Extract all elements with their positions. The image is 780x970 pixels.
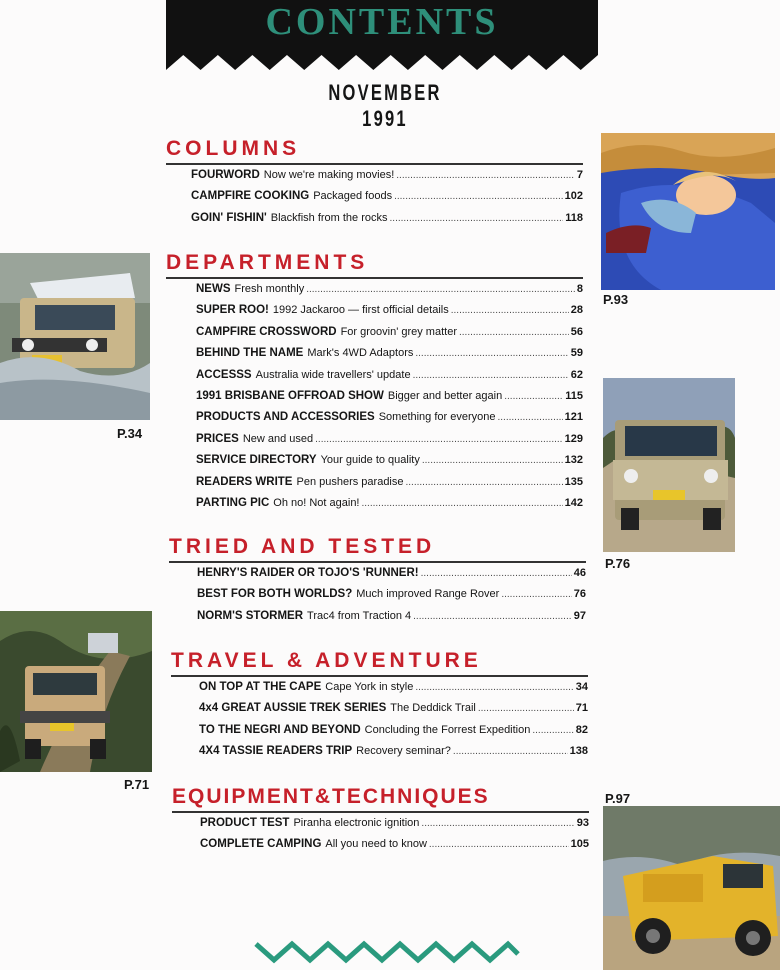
toc-entry-description: New and used (242, 432, 314, 445)
toc-entry-title: GOIN' FISHIN' (191, 211, 267, 224)
section-rule (171, 675, 588, 677)
toc-entry-description: Cape York in style (325, 681, 414, 693)
toc-entry[interactable] (191, 169, 583, 190)
toc-entry-description: Concluding the Forrest Expedition (364, 723, 531, 736)
toc-page-number: 82 (575, 723, 588, 736)
toc-page-number: 28 (570, 304, 583, 317)
toc-page-number: 132 (564, 454, 583, 467)
toc-entry-description: Pen pushers paradise (296, 475, 404, 488)
section-heading: TRAVEL & ADVENTURE (171, 649, 482, 672)
toc-entry-description: 1992 Jackaroo — first official details (272, 304, 449, 317)
photo-caption-p93: P.93 (603, 292, 629, 307)
toc-entry-title: SERVICE DIRECTORY (196, 454, 317, 467)
toc-entry-title: ON TOP AT THE CAPE (199, 681, 322, 693)
toc-entry[interactable] (200, 838, 589, 859)
toc-entry-title: 4x4 GREAT AUSSIE TREK SERIES (199, 702, 387, 715)
toc-entry-title: PARTING PIC (196, 496, 270, 509)
toc-entry[interactable] (197, 567, 586, 588)
toc-page-number: 62 (570, 368, 583, 381)
toc-entry[interactable] (196, 476, 583, 497)
photo-range-rover (603, 378, 735, 552)
toc-entry-description: Mark's 4WD Adaptors (307, 347, 414, 360)
toc-entry-title: BEST FOR BOTH WORLDS? (197, 588, 353, 601)
toc-entry[interactable] (196, 433, 583, 454)
photo-sleeping-child (601, 133, 775, 290)
toc-entry-description: Now we're making movies! (263, 169, 395, 181)
contents-title: CONTENTS (265, 1, 499, 43)
toc-leader-dots (421, 818, 574, 829)
toc-entry-description: Bigger and better again (387, 389, 503, 402)
photo-yellow-truck (603, 806, 780, 970)
toc-entry-description: Blackfish from the rocks (270, 211, 388, 224)
toc-leader-dots (413, 370, 569, 381)
toc-entry-title: BEHIND THE NAME (196, 347, 304, 360)
toc-entry-description: Recovery seminar? (356, 745, 451, 758)
toc-leader-dots (451, 305, 569, 316)
toc-leader-dots (422, 455, 563, 466)
toc-page-number: 93 (576, 817, 589, 829)
toc-page-number: 102 (564, 190, 583, 203)
toc-entry-description: Fresh monthly (234, 283, 305, 295)
photo-caption-p34: P.34 (117, 426, 143, 441)
toc-leader-dots (459, 327, 569, 338)
toc-leader-dots (413, 611, 572, 622)
toc-entry-title: 1991 BRISBANE OFFROAD SHOW (196, 389, 384, 402)
toc-entry-title: NEWS (196, 283, 231, 295)
toc-page-number: 142 (564, 496, 583, 509)
toc-entry[interactable] (196, 369, 583, 390)
toc-entry-description: Packaged foods (313, 190, 393, 203)
toc-page-number: 97 (573, 609, 586, 622)
toc-page-number: 46 (573, 567, 586, 579)
toc-entry-title: 4X4 TASSIE READERS TRIP (199, 745, 353, 758)
section-rule (166, 163, 583, 165)
toc-entry-title: CAMPFIRE COOKING (191, 190, 310, 203)
section-heading: TRIED AND TESTED (169, 535, 436, 558)
toc-leader-dots (394, 191, 563, 202)
toc-leader-dots (406, 477, 563, 488)
photo-caption-p71: P.71 (124, 777, 150, 792)
toc-entry-description: Trac4 from Traction 4 (307, 609, 412, 622)
toc-page-number: 135 (564, 475, 583, 488)
photo-caption-p97: P.97 (605, 791, 631, 806)
toc-entry-description: Piranha electronic ignition (293, 817, 420, 829)
toc-page-number: 138 (569, 745, 588, 758)
toc-leader-dots (478, 703, 574, 714)
toc-entry[interactable] (196, 390, 583, 411)
toc-leader-dots (306, 284, 575, 295)
toc-entry-description: Something for everyone (378, 411, 496, 424)
toc-entry-description: Much improved Range Rover (356, 588, 500, 601)
toc-page-number: 118 (565, 211, 583, 224)
toc-page-number: 76 (573, 588, 586, 601)
toc-entry-description: Australia wide travellers' update (255, 368, 411, 381)
section-tried-and-tested (169, 534, 586, 631)
toc-page-number: 7 (576, 169, 583, 181)
toc-leader-dots (415, 682, 573, 693)
section-heading: COLUMNS (166, 137, 301, 160)
toc-leader-dots (396, 170, 575, 181)
toc-leader-dots (532, 725, 573, 736)
toc-entry-title: NORM'S STORMER (197, 609, 304, 622)
toc-entry[interactable] (197, 588, 586, 609)
section-travel-adventure (171, 648, 588, 767)
toc-entry-title: ACCESSS (196, 368, 252, 381)
section-columns (166, 136, 583, 233)
toc-entry[interactable] (196, 411, 583, 432)
toc-page-number: 121 (564, 411, 583, 424)
section-rule (166, 277, 583, 279)
toc-entry-title: HENRY'S RAIDER OR TOJO'S 'RUNNER! (197, 567, 419, 579)
toc-entry[interactable] (191, 190, 583, 211)
bottom-zigzag-ornament (252, 940, 522, 964)
photo-truck-water-crossing (0, 253, 150, 420)
toc-page-number: 71 (575, 702, 588, 715)
toc-entry[interactable] (196, 283, 583, 304)
section-departments (166, 250, 583, 518)
toc-entry-description: For groovin' grey matter (340, 325, 457, 338)
toc-entry-title: FOURWORD (191, 169, 260, 181)
toc-page-number: 8 (576, 283, 583, 295)
toc-entry[interactable] (199, 724, 588, 745)
toc-entry[interactable] (196, 347, 583, 368)
toc-page-number: 34 (575, 681, 588, 693)
toc-leader-dots (390, 213, 564, 224)
photo-caption-p76: P.76 (605, 556, 631, 571)
section-rule (169, 561, 586, 563)
toc-entry-title: TO THE NEGRI AND BEYOND (199, 723, 361, 736)
toc-leader-dots (421, 568, 572, 579)
toc-page-number: 115 (565, 389, 583, 402)
toc-entry-title: READERS WRITE (196, 475, 293, 488)
toc-entry-title: SUPER ROO! (196, 304, 269, 317)
toc-entry[interactable] (197, 610, 586, 631)
section-heading: EQUIPMENT&TECHNIQUES (172, 785, 490, 808)
toc-entry[interactable] (199, 745, 588, 766)
toc-entry[interactable] (191, 212, 583, 233)
toc-page-number: 56 (570, 325, 583, 338)
toc-entry-title: PRODUCT TEST (200, 817, 290, 829)
toc-entry-description: All you need to know (325, 838, 427, 851)
toc-leader-dots (415, 348, 568, 359)
toc-entry[interactable] (196, 304, 583, 325)
toc-entry-description: Your guide to quality (320, 454, 420, 467)
toc-entry-description: Oh no! Not again! (273, 496, 360, 509)
toc-leader-dots (453, 746, 568, 757)
section-rule (172, 811, 589, 813)
toc-entry[interactable] (199, 681, 588, 702)
toc-entry[interactable] (196, 326, 583, 347)
toc-leader-dots (498, 412, 563, 423)
toc-leader-dots (315, 434, 562, 445)
toc-leader-dots (501, 589, 571, 600)
toc-leader-dots (504, 391, 563, 402)
toc-entry[interactable] (199, 702, 588, 723)
toc-leader-dots (429, 839, 569, 850)
toc-entry-description: The Deddick Trail (390, 702, 476, 715)
toc-page-number: 59 (570, 347, 583, 360)
toc-entry-title: PRICES (196, 432, 239, 445)
toc-entry[interactable] (196, 497, 583, 518)
toc-page-number: 129 (564, 432, 583, 445)
toc-leader-dots (362, 498, 563, 509)
toc-entry-title: PRODUCTS AND ACCESSORIES (196, 411, 375, 424)
photo-trucks-forest-trail (0, 611, 152, 772)
section-heading: DEPARTMENTS (166, 251, 369, 274)
toc-entry-title: CAMPFIRE CROSSWORD (196, 325, 337, 338)
toc-page-number: 105 (570, 838, 589, 851)
toc-entry[interactable] (200, 817, 589, 838)
toc-entry[interactable] (196, 454, 583, 475)
issue-date: NOVEMBER 1991 (328, 80, 442, 131)
toc-entry-title: COMPLETE CAMPING (200, 838, 322, 851)
section-equipment-techniques (172, 784, 589, 860)
